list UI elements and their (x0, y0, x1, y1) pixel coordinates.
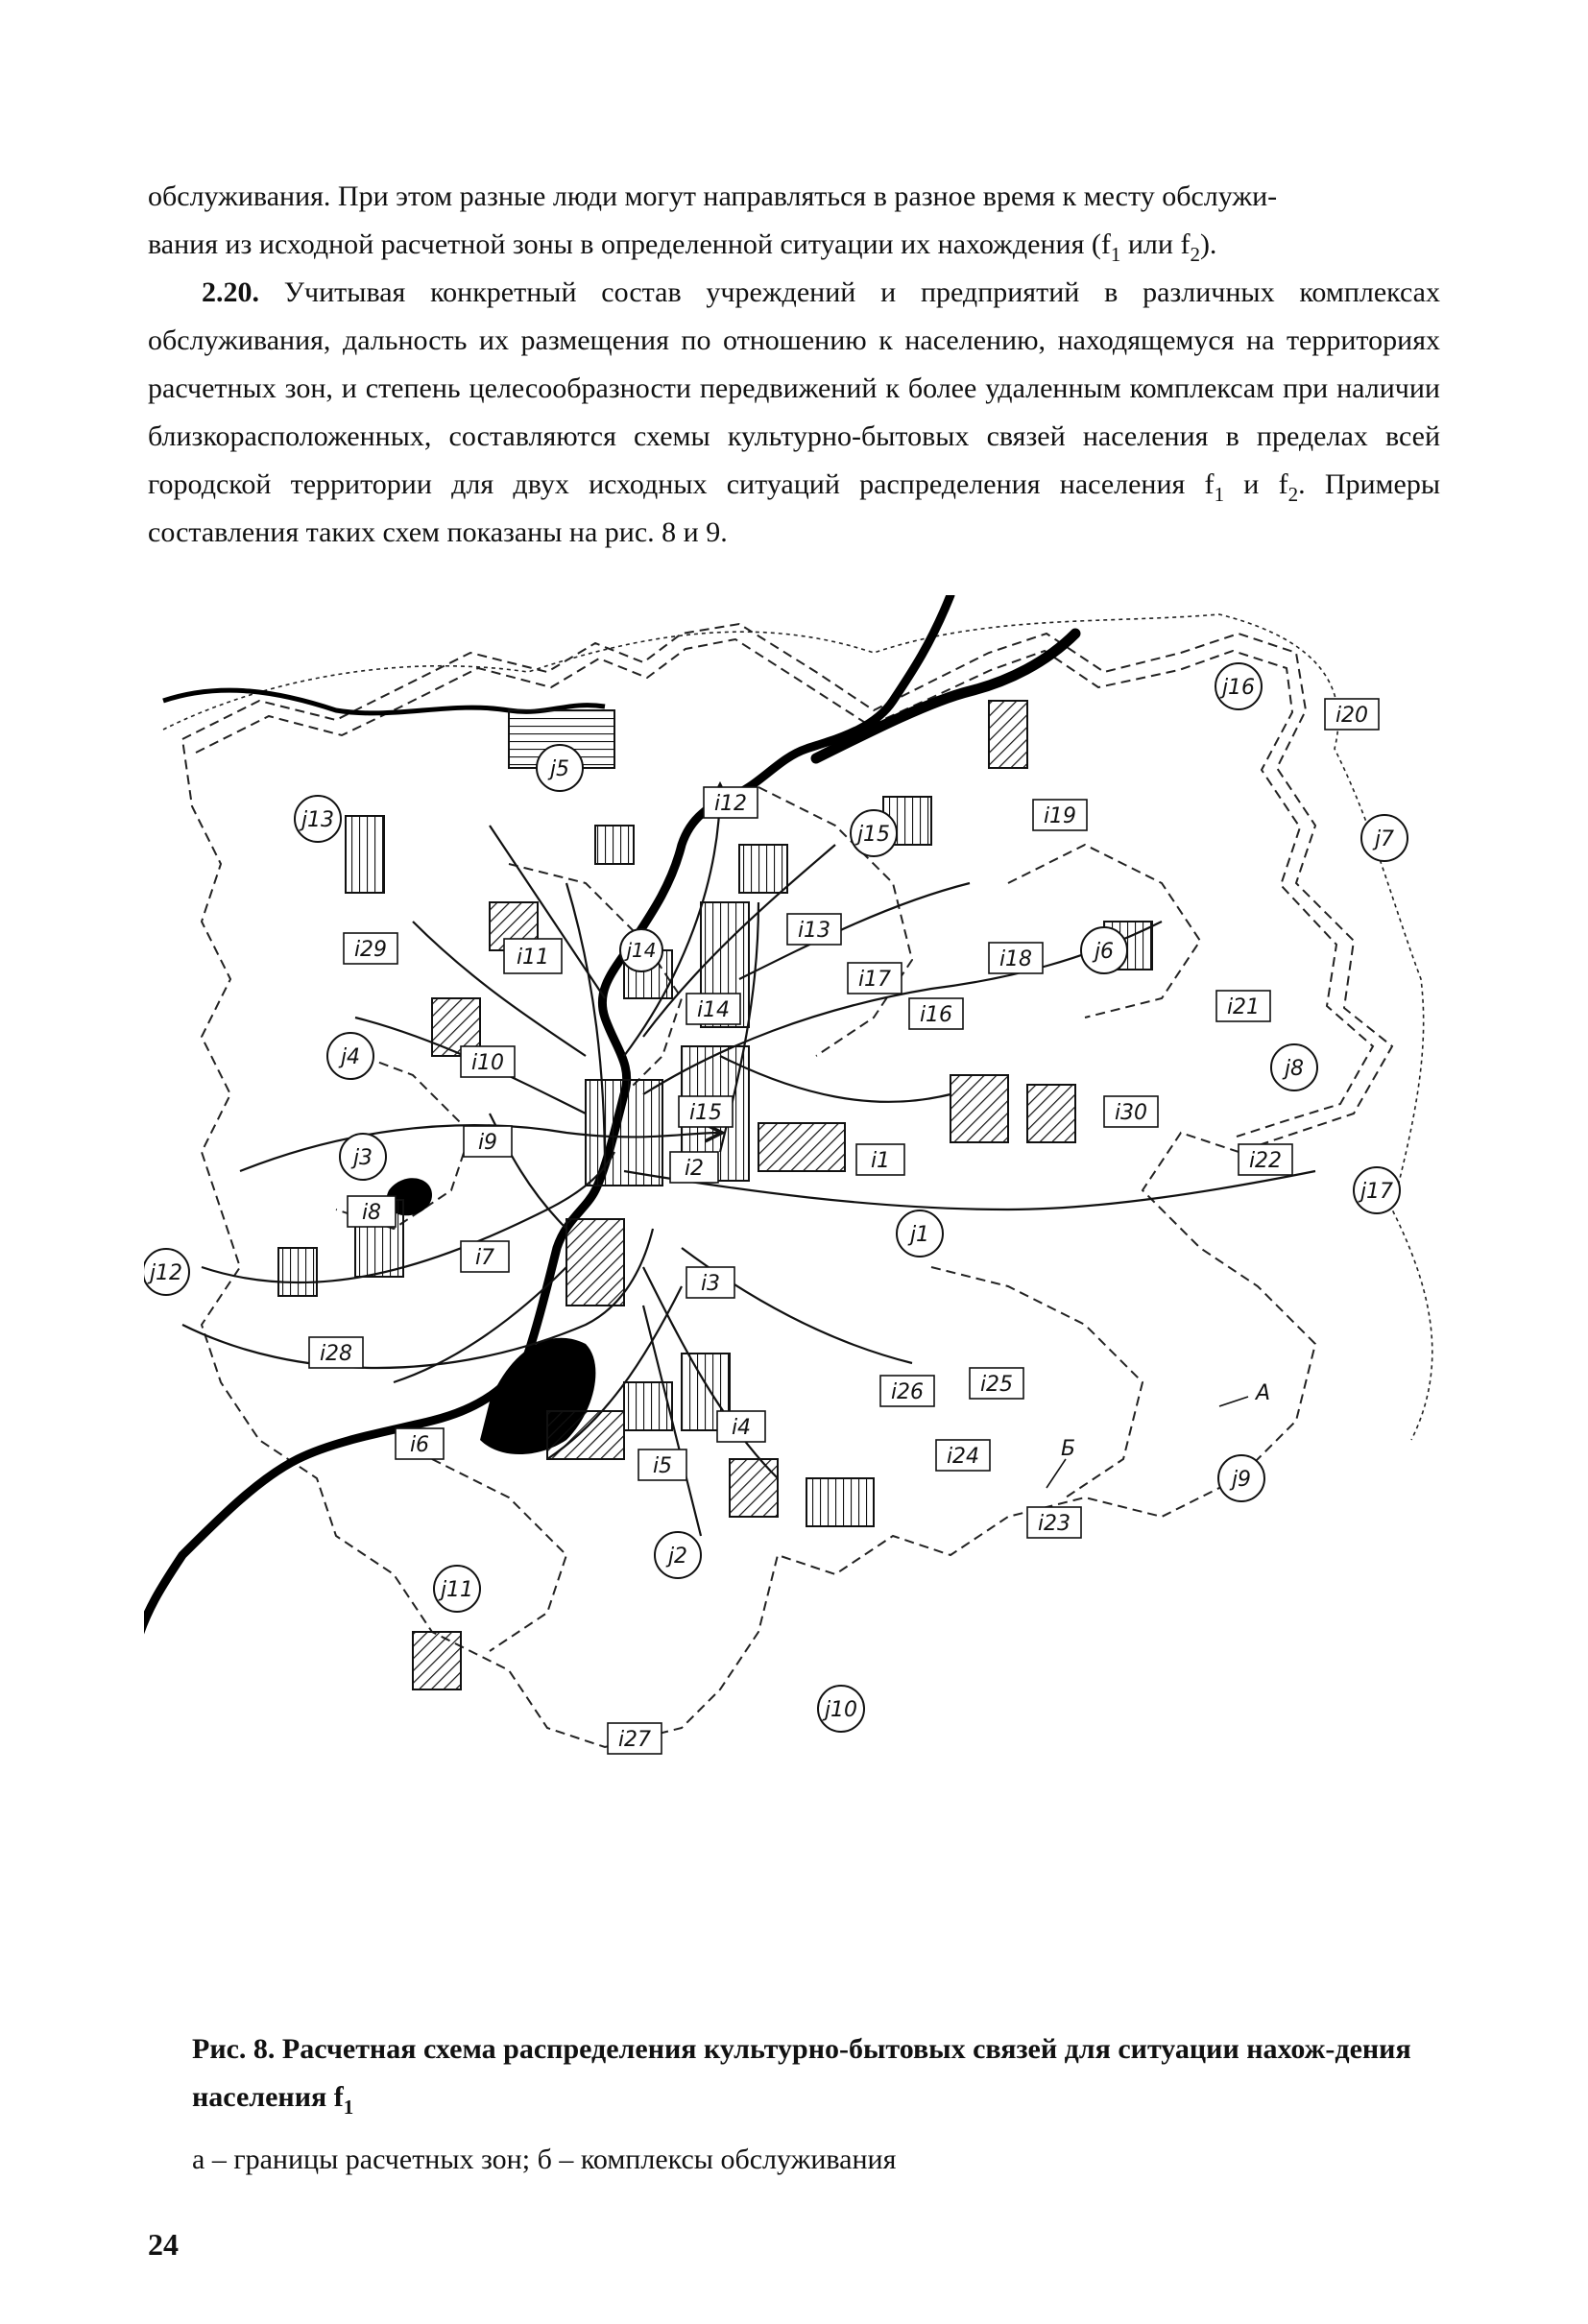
svg-text:i14: i14 (696, 998, 731, 1022)
p1-suffix: ). (1199, 228, 1217, 260)
page-number: 24 (148, 2227, 179, 2262)
svg-text:i11: i11 (516, 946, 550, 970)
svg-text:i20: i20 (1335, 704, 1369, 728)
p2-sub2: 2 (1287, 483, 1299, 506)
svg-text:i16: i16 (919, 1003, 953, 1027)
p1-prefix: вания из исходной расчетной зоны в определенной ситуации их нахождения (f (148, 228, 1111, 260)
zone-j12 (144, 1249, 189, 1295)
svg-text:j9: j9 (1231, 1468, 1252, 1492)
zone-j14 (620, 929, 662, 971)
complex-i19 (1033, 800, 1087, 830)
marker-a: A (1256, 1381, 1271, 1405)
marker-b: Б (1061, 1437, 1076, 1461)
complex-i28 (309, 1337, 363, 1368)
complex-i6 (396, 1428, 444, 1459)
complex-i30 (1104, 1096, 1158, 1127)
svg-text:i21: i21 (1226, 995, 1261, 1019)
zone-j11 (434, 1566, 480, 1612)
river-northeast (816, 634, 1075, 758)
complex-i13 (787, 914, 841, 945)
p2-text: Учитывая конкретный состав учреждений и предприятий в различных комплексах обслуживания, дальность их размещения по отношению к населению, находящемуся на территориях расчетных зон, и степень целесообразности передвижений к более удаленным комплексам при наличии близкорасположенных, составляются схемы культурно-бытовых связей населения в пределах всей городской территории для двух исходных ситуаций распределения населения f (148, 276, 1440, 500)
svg-text:i7: i7 (474, 1246, 495, 1270)
p1-sub2: 2 (1190, 243, 1200, 266)
svg-text:j1: j1 (909, 1223, 930, 1247)
svg-text:j5: j5 (549, 757, 570, 781)
complex-i10 (461, 1046, 515, 1077)
complex-i1 (856, 1144, 904, 1175)
complex-i12 (704, 787, 758, 818)
zone-j9 (1218, 1455, 1264, 1501)
svg-text:i26: i26 (890, 1380, 925, 1404)
svg-text:i29: i29 (353, 938, 388, 962)
zone-j7 (1361, 815, 1408, 861)
svg-text:j17: j17 (1359, 1180, 1394, 1204)
complex-i20 (1325, 699, 1379, 730)
p2-mid: и f (1224, 468, 1288, 500)
zone-labels (144, 663, 1408, 1732)
zone-j1 (897, 1210, 943, 1257)
complex-i8 (348, 1196, 396, 1227)
svg-text:i30: i30 (1114, 1101, 1148, 1125)
complex-i23 (1027, 1507, 1081, 1538)
svg-text:i19: i19 (1043, 804, 1077, 828)
svg-text:j14: j14 (626, 939, 657, 962)
svg-text:j8: j8 (1284, 1057, 1305, 1081)
complex-i22 (1239, 1144, 1292, 1175)
svg-text:i9: i9 (477, 1131, 498, 1155)
complex-i7 (461, 1241, 509, 1272)
zone-j2 (655, 1532, 701, 1578)
complex-i25 (970, 1368, 1023, 1399)
svg-text:j4: j4 (340, 1045, 361, 1069)
zone-j10 (818, 1686, 864, 1732)
complex-i15 (679, 1096, 733, 1127)
zone-j8 (1271, 1044, 1317, 1090)
body-text (148, 173, 1440, 557)
complex-i9 (464, 1126, 512, 1157)
svg-text:i18: i18 (999, 947, 1033, 971)
zone-j16 (1215, 663, 1262, 709)
svg-text:i8: i8 (361, 1201, 382, 1225)
svg-text:j2: j2 (667, 1545, 688, 1569)
complex-i26 (880, 1376, 934, 1406)
zone-j4 (327, 1033, 373, 1079)
complex-i2 (670, 1152, 718, 1183)
complex-i16 (909, 998, 963, 1029)
svg-text:i28: i28 (319, 1342, 353, 1366)
zone-j13 (295, 796, 341, 842)
complex-i11 (504, 939, 562, 973)
figure-caption (192, 2025, 1440, 2121)
svg-text:i25: i25 (979, 1373, 1014, 1397)
svg-text:i23: i23 (1037, 1512, 1071, 1536)
svg-text:i3: i3 (700, 1272, 721, 1296)
svg-text:j6: j6 (1094, 940, 1115, 964)
p2-sub1: 1 (1214, 483, 1225, 506)
svg-text:i15: i15 (688, 1101, 723, 1125)
complex-i14 (686, 994, 740, 1024)
caption-sub: 1 (343, 2096, 354, 2119)
paragraph-1-line-2 (148, 221, 1440, 269)
svg-text:i4: i4 (731, 1416, 752, 1440)
svg-text:j7: j7 (1374, 827, 1395, 851)
complex-i18 (989, 943, 1043, 973)
city-service-map (144, 595, 1450, 1843)
outer-contour (163, 614, 1432, 1440)
complex-i17 (848, 963, 902, 994)
p1-sub1: 1 (1110, 243, 1121, 266)
zone-j3 (340, 1134, 386, 1180)
p1-mid: или f (1120, 228, 1191, 260)
paragraph-number: 2.20. (202, 276, 259, 308)
svg-text:j11: j11 (440, 1578, 474, 1602)
complex-i29 (344, 933, 397, 964)
complex-i3 (686, 1267, 734, 1298)
svg-text:j3: j3 (352, 1146, 373, 1170)
svg-text:i22: i22 (1248, 1149, 1283, 1173)
svg-text:j16: j16 (1221, 676, 1256, 700)
svg-text:i10: i10 (470, 1051, 505, 1075)
svg-text:i5: i5 (652, 1454, 673, 1478)
p2-end: . Примеры составления таких схем показаны на рис. 8 и 9. (148, 468, 1441, 548)
svg-text:j10: j10 (824, 1698, 858, 1722)
svg-text:i13: i13 (797, 919, 831, 943)
svg-text:i1: i1 (870, 1149, 891, 1173)
paragraph-1-line-1: обслуживания. При этом разные люди могут направляться в разное время к месту обслужи- (148, 180, 1278, 212)
complex-i21 (1216, 991, 1270, 1021)
caption-title: Рис. 8. Расчетная схема распределения культурно-бытовых связей для ситуации нахож-дения населения f (192, 2033, 1411, 2113)
zone-j15 (851, 810, 897, 856)
paragraph-2 (148, 269, 1440, 557)
figure-legend: а – границы расчетных зон; б – комплексы обслуживания (192, 2144, 897, 2175)
complex-i5 (638, 1450, 686, 1480)
complex-i24 (936, 1440, 990, 1471)
svg-text:j15: j15 (856, 823, 891, 847)
svg-text:i12: i12 (713, 792, 748, 816)
svg-text:i6: i6 (409, 1433, 430, 1457)
svg-text:i2: i2 (684, 1157, 705, 1181)
svg-text:j12: j12 (149, 1261, 183, 1285)
svg-text:i17: i17 (857, 968, 892, 992)
svg-text:i27: i27 (617, 1728, 652, 1752)
complex-i27 (608, 1723, 662, 1754)
svg-text:j13: j13 (301, 808, 335, 832)
zone-boundaries (182, 624, 1395, 1747)
zone-j6 (1081, 927, 1127, 973)
svg-text:i24: i24 (946, 1445, 980, 1469)
zone-j17 (1354, 1167, 1400, 1213)
zone-j5 (537, 745, 583, 791)
complex-i4 (717, 1411, 765, 1442)
